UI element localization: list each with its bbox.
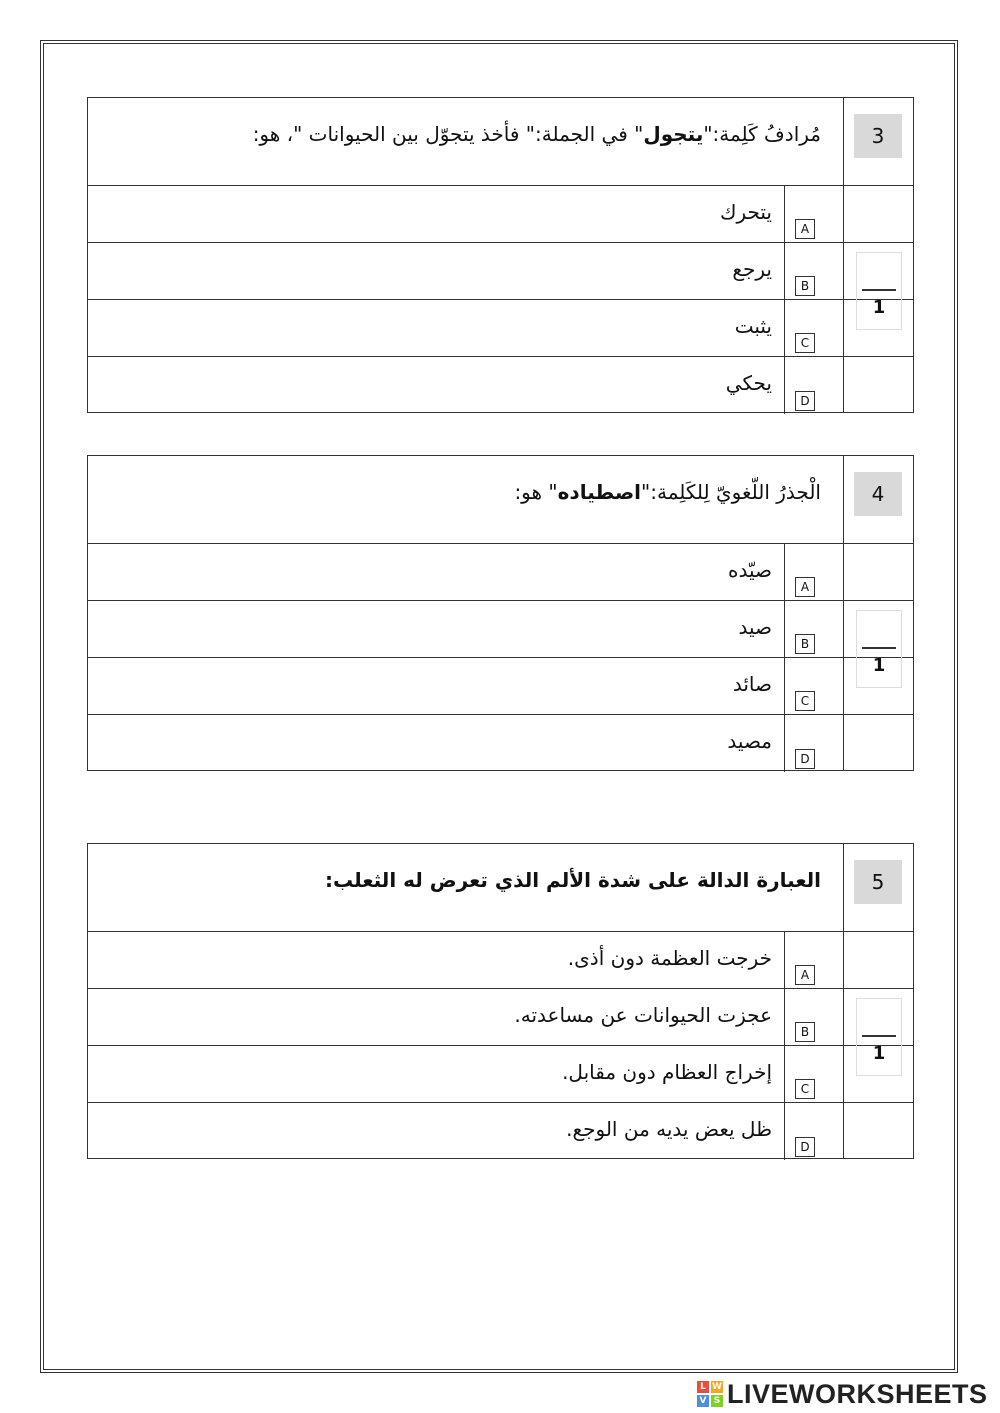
option-letter-checkbox[interactable]: C (795, 333, 815, 353)
option-a[interactable] (88, 932, 913, 989)
score-value: 1 (872, 655, 886, 676)
score-blank (862, 1035, 896, 1037)
question-header (88, 456, 913, 544)
option-letter-checkbox[interactable]: D (795, 391, 815, 411)
option-a[interactable] (88, 544, 913, 601)
options-list (88, 186, 913, 414)
option-text: يحكي (725, 371, 772, 395)
option-letter-checkbox[interactable]: B (795, 634, 815, 654)
score-value: 1 (872, 1043, 886, 1064)
score-box (856, 252, 902, 330)
question-4 (87, 455, 914, 771)
liveworksheets-logo (697, 1377, 988, 1411)
option-text: يثبت (734, 314, 772, 338)
score-box (856, 610, 902, 688)
question-header (88, 98, 913, 186)
option-text: صائد (732, 672, 772, 696)
question-number-cell (843, 98, 913, 185)
options-list (88, 544, 913, 772)
question-text: مُرادفُ كَلِمة:"يتجول" في الجملة:" فأخذ يتجوّل بين الحيوانات "، هو: (252, 122, 821, 146)
option-d[interactable] (88, 715, 913, 772)
option-text: ظل يعض يديه من الوجع. (566, 1117, 772, 1141)
question-text: العبارة الدالة على شدة الألم الذي تعرض له الثعلب: (325, 868, 821, 892)
option-b[interactable] (88, 243, 913, 300)
option-letter-checkbox[interactable]: A (795, 965, 815, 985)
score-blank (862, 647, 896, 649)
option-c[interactable] (88, 1046, 913, 1103)
option-a[interactable] (88, 186, 913, 243)
option-text: إخراج العظام دون مقابل. (562, 1060, 772, 1084)
question-text: الْجذرُ اللّغويّ لِلكَلِمة:"اصطياده" هو: (514, 480, 821, 504)
question-number-cell (843, 456, 913, 543)
option-d[interactable] (88, 357, 913, 414)
option-letter-checkbox[interactable]: A (795, 577, 815, 597)
option-b[interactable] (88, 601, 913, 658)
logo-text: LIVEWORKSHEETS (727, 1378, 988, 1409)
score-value: 1 (872, 297, 886, 318)
option-letter-checkbox[interactable]: D (795, 1137, 815, 1157)
option-text: مصيد (727, 729, 772, 753)
option-letter-checkbox[interactable]: C (795, 691, 815, 711)
question-3 (87, 97, 914, 413)
score-cell (843, 544, 913, 770)
question-number: 3 (854, 114, 902, 158)
options-list (88, 932, 913, 1160)
score-cell (843, 186, 913, 412)
option-text: صيد (738, 615, 772, 639)
option-letter-checkbox[interactable]: A (795, 219, 815, 239)
option-text: خرجت العظمة دون أذى. (567, 946, 772, 970)
option-b[interactable] (88, 989, 913, 1046)
score-cell (843, 932, 913, 1158)
option-text: صيّده (728, 558, 772, 582)
logo-icon: L W V S (697, 1381, 723, 1407)
option-letter-checkbox[interactable]: C (795, 1079, 815, 1099)
question-header (88, 844, 913, 932)
score-box (856, 998, 902, 1076)
question-number: 5 (854, 860, 902, 904)
question-number-cell (843, 844, 913, 931)
option-d[interactable] (88, 1103, 913, 1160)
option-letter-checkbox[interactable]: B (795, 276, 815, 296)
score-blank (862, 289, 896, 291)
option-text: يتحرك (719, 200, 772, 224)
question-number: 4 (854, 472, 902, 516)
option-text: عجزت الحيوانات عن مساعدته. (514, 1003, 772, 1027)
question-5 (87, 843, 914, 1159)
option-text: يرجع (732, 257, 772, 281)
option-c[interactable] (88, 658, 913, 715)
option-c[interactable] (88, 300, 913, 357)
option-letter-checkbox[interactable]: D (795, 749, 815, 769)
option-letter-checkbox[interactable]: B (795, 1022, 815, 1042)
